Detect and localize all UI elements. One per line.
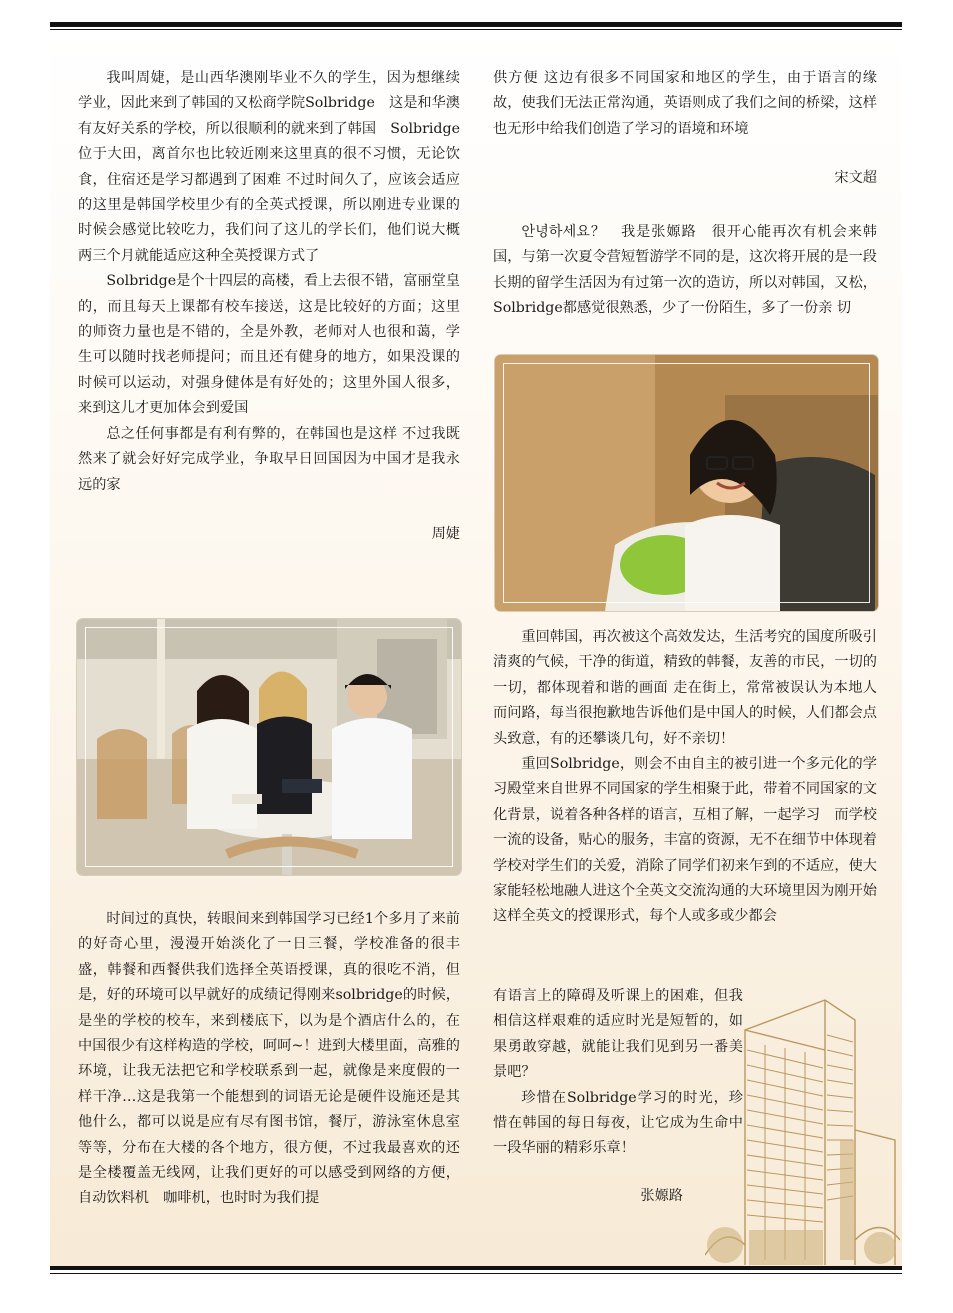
photo-frame — [85, 627, 453, 867]
bottom-rule — [50, 1266, 902, 1270]
article-zhoujie — [78, 66, 460, 547]
paragraph: 我叫周婕，是山西华澳刚毕业不久的学生，因为想继续学业，因此来到了韩国的又松商学院Solbridge 这是和华澳有友好关系的学校，所以很顺利的就来到了韩国 Solbridge位于大田，离首尔也比较近刚来这里真的很不习惯，无论饮食，住宿还是学习都遇到了困难 不过时间久了，应该会适应的这里是韩国学校里少有的全英式授课，所以刚进专业课的时候会感觉比较吃力，我们问了这儿的学长们，他们说大概两三个月就能适应这种全英授课方式了 — [78, 70, 460, 264]
portrait-photo — [495, 355, 878, 611]
paragraph: 时间过的真快，转眼间来到韩国学习已经1个多月了来前的好奇心里，漫漫开始淡化了一日三餐，学校准备的很丰盛，韩餐和西餐供我们选择全英语授课，真的很吃不消，但是，好的环境可以早就好的成绩记得刚来solbridge的时候，是坐的学校的校车，来到楼底下，以为是个酒店什么的，在中国很少有这样构造的学校，呵呵~！进到大楼里面，高雅的环境，让我无法把它和学校联系到一起，就像是来度假的一样干净…这是我第一个能想到的词语无论是硬件设施还是其他什么，都可以说是应有尽有图书馆，餐厅，游泳室休息室等等，分布在大楼的各个地方，很方便，不过我最喜欢的还是全楼覆盖无线网，让我们更好的可以感受到网络的方便，自动饮料机 咖啡机，也时时为我们提 — [78, 911, 460, 1207]
article-songwenchao — [78, 907, 460, 1212]
building-sketch-icon — [705, 990, 900, 1265]
students-photo — [77, 619, 461, 875]
photo-frame — [503, 363, 870, 603]
article-zhangyuanlu-intro — [493, 220, 877, 322]
top-rule-thin — [50, 29, 902, 30]
article-songwenchao-continued — [493, 66, 877, 192]
paragraph: Solbridge是个十四层的高楼，看上去很不错，富丽堂皇的，而且每天上课都有校车接送，这是比较好的方面；这里的师资力量也是不错的，全是外教，老师对人也很和蔼，学生可以随时找老师提问；而且还有健身的地方，如果没课的时候可以运动，对强身健体是有好处的；这里外国人很多，来到这儿才更加体会到爱国 — [78, 273, 460, 417]
paragraph: 重回韩国，再次被这个高效发达，生活考究的国度所吸引清爽的气候，干净的街道，精致的韩餐，友善的市民，一切的一切，都体现着和谐的画面 走在街上，常常被误认为本地人而问路，每当很抱歉地告诉他们是中国人的时候，人们都会点头致意，有的还攀谈几句，好不亲切！ — [493, 629, 877, 747]
author-signature: 张嫄路 — [640, 1187, 683, 1204]
paragraph: 重回Solbridge，则会不由自主的被引进一个多元化的学习殿堂来自世界不同国家的学生相聚于此，带着不同国家的文化背景，说着各种各样的语言，互相了解，一起学习 而学校一流的设备，贴心的服务，丰富的资源，无不在细节中体现着学校对学生们的关爱，消除了同学们初来乍到的不适应，使大家能轻松地融人进这个全英文交流沟通的大环境里因为刚开始这样全英文的授课形式，每个人或多或少都会 — [493, 756, 877, 925]
author-signature: 周婕 — [431, 525, 460, 542]
paragraph: 珍惜在Solbridge学习的时光，珍惜在韩国的每日每夜，让它成为生命中一段华丽的精彩乐章！ — [493, 1089, 743, 1157]
paragraph: 供方便 这边有很多不同国家和地区的学生，由于语言的缘故，使我们无法正常沟通，英语则成了我们之间的桥梁，这样也无形中给我们创造了学习的语境和环境 — [493, 70, 877, 137]
top-rule — [50, 22, 902, 27]
bottom-rule-thin — [50, 1273, 902, 1274]
paragraph: 안녕하세요？ 我是张嫄路 很开心能再次有机会来韩国，与第一次夏令营短暂游学不同的是，这次将开展的是一段长期的留学生活因为有过第一次的造访，所以对韩国，又松，Solbridge都感觉很熟悉，少了一份陌生，多了一份亲 切 — [493, 224, 877, 317]
paragraph: 总之任何事都是有利有弊的，在韩国也是这样 不过我既然来了就会好好完成学业，争取早日回国因为中国才是我永远的家 — [78, 425, 460, 493]
author-signature: 宋文超 — [834, 170, 877, 187]
paragraph: 有语言上的障碍及听课上的困难，但我相信这样艰难的适应时光是短暂的，如果勇敢穿越，就能让我们见到另一番美景吧？ — [493, 988, 743, 1081]
article-zhangyuanlu-body — [493, 625, 877, 930]
